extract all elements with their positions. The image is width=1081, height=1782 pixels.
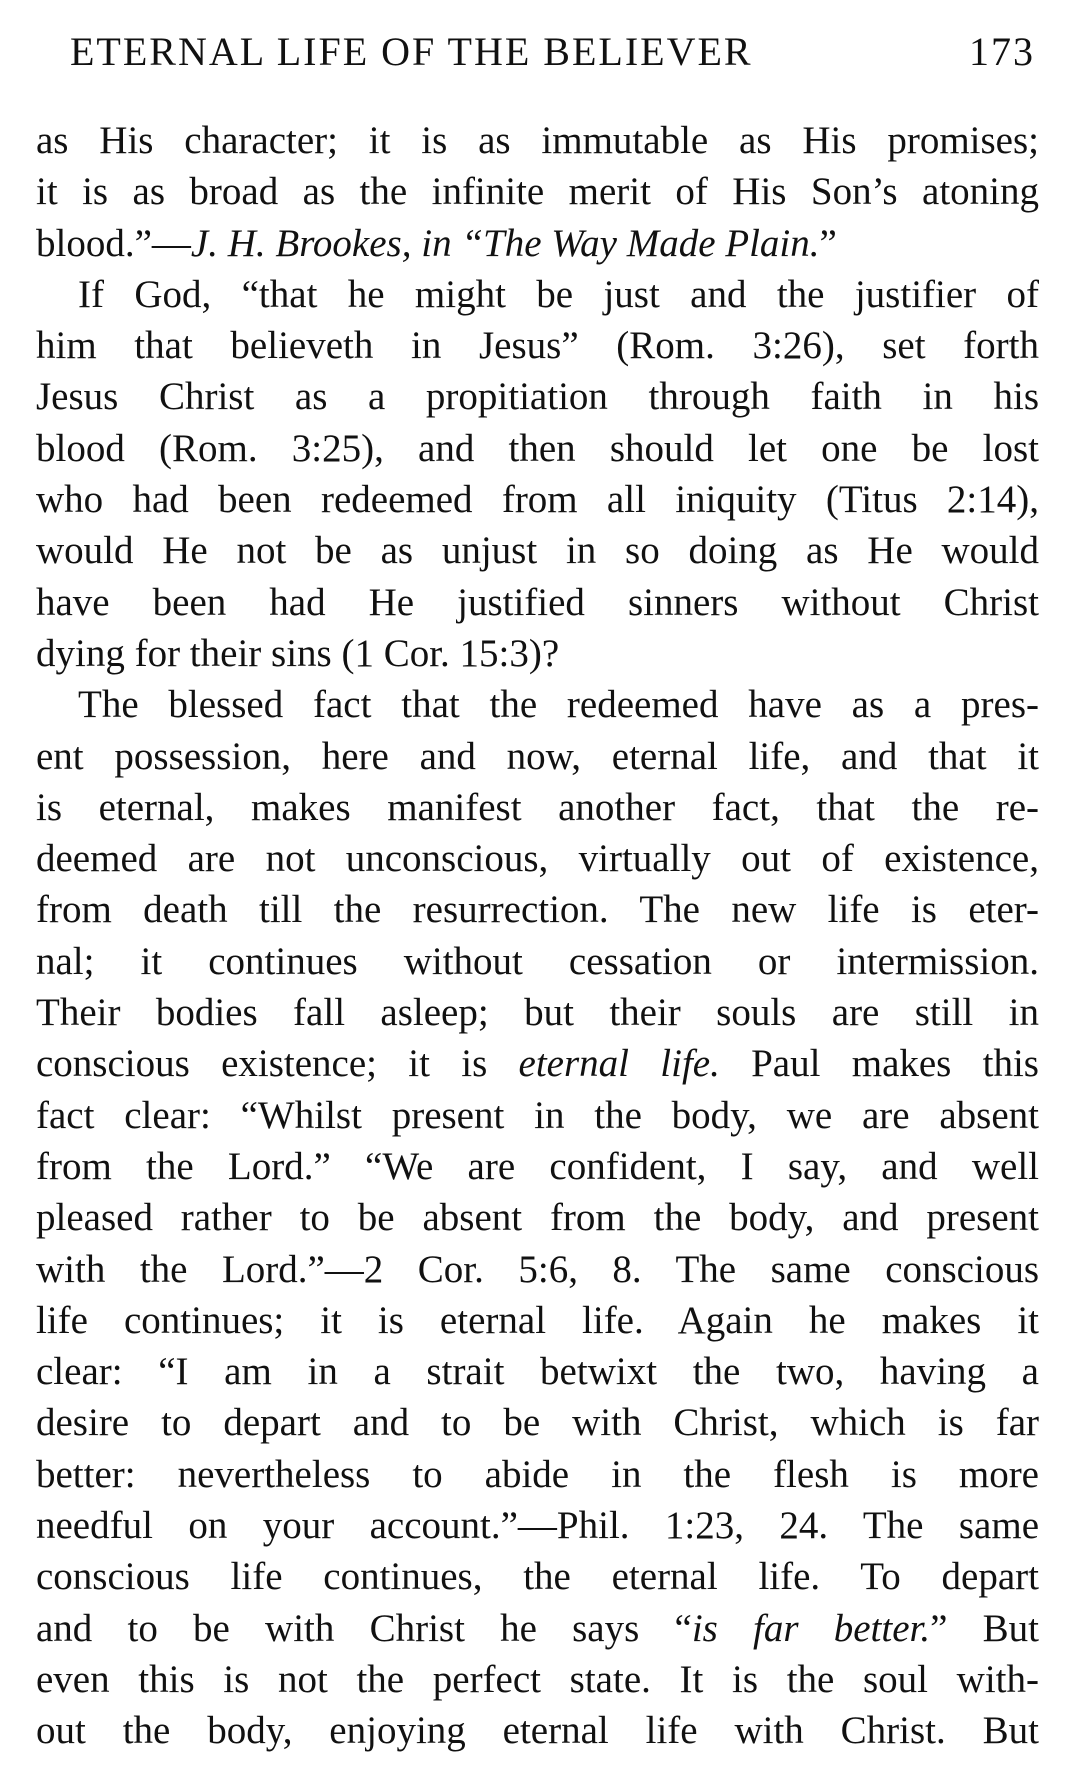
running-title: ETERNAL LIFE OF THE BELIEVER (70, 29, 753, 74)
text-line: pleased rather to be absent from the body, and present (36, 1196, 1039, 1240)
text-line: out the body, enjoying eternal life with Christ. But (36, 1709, 1039, 1753)
text-line: life continues; it is eternal life. Again he makes it (36, 1298, 1039, 1342)
running-header (70, 22, 1035, 82)
page-number: 173 (969, 29, 1035, 74)
text-line: conscious life continues, the eternal life. To depart (36, 1555, 1039, 1599)
text-line: blood.”—J. H. Brookes, in “The Way Made Plain.” (36, 221, 837, 265)
text-line: needful on your account.”—Phil. 1:23, 24. The same (36, 1504, 1039, 1548)
text-line: desire to depart and to be with Christ, which is far (36, 1401, 1039, 1445)
text-line: clear: “I am in a strait betwixt the two, having a (36, 1350, 1039, 1394)
body-text (36, 115, 1039, 1757)
text-line: blood (Rom. 3:25), and then should let one be lost (36, 426, 1039, 470)
text-line: from the Lord.” “We are confident, I say, and well (36, 1144, 1039, 1188)
text-line: him that believeth in Jesus” (Rom. 3:26), set forth (36, 324, 1039, 368)
text-line: from death till the resurrection. The new life is eter- (36, 888, 1039, 932)
text-line: as His character; it is as immutable as His promises; (36, 119, 1039, 162)
text-line: and to be with Christ he says “is far better.” But (36, 1606, 1039, 1650)
paragraph-start-line: If God, “that he might be just and the justifier of (78, 272, 1039, 316)
text-line: is eternal, makes manifest another fact, that the re- (36, 785, 1039, 829)
text-line: even this is not the perfect state. It is the soul with- (36, 1657, 1039, 1701)
text-line: dying for their sins (1 Cor. 15:3)? (36, 631, 560, 675)
text-line: who had been redeemed from all iniquity (Titus 2:14), (36, 478, 1039, 522)
text-line: would He not be as unjust in so doing as He would (36, 529, 1039, 573)
paragraph-start-line: The blessed fact that the redeemed have as a pres- (78, 683, 1039, 727)
text-line: deemed are not unconscious, virtually out of existence, (36, 837, 1039, 881)
text-line: nal; it continues without cessation or intermission. (36, 939, 1039, 983)
text-line: ent possession, here and now, eternal life, and that it (36, 734, 1039, 778)
text-line: it is as broad as the infinite merit of His Son’s atoning (36, 170, 1039, 214)
text-line: better: nevertheless to abide in the flesh is more (36, 1452, 1039, 1496)
text-line: with the Lord.”—2 Cor. 5:6, 8. The same conscious (36, 1247, 1039, 1291)
text-line: have been had He justified sinners without Christ (36, 580, 1039, 624)
text-line: Their bodies fall asleep; but their souls are still in (36, 991, 1039, 1035)
text-line: Jesus Christ as a propitiation through faith in his (36, 375, 1039, 419)
text-line: fact clear: “Whilst present in the body, we are absent (36, 1093, 1039, 1137)
text-line: conscious existence; it is eternal life. Paul makes this (36, 1042, 1039, 1086)
